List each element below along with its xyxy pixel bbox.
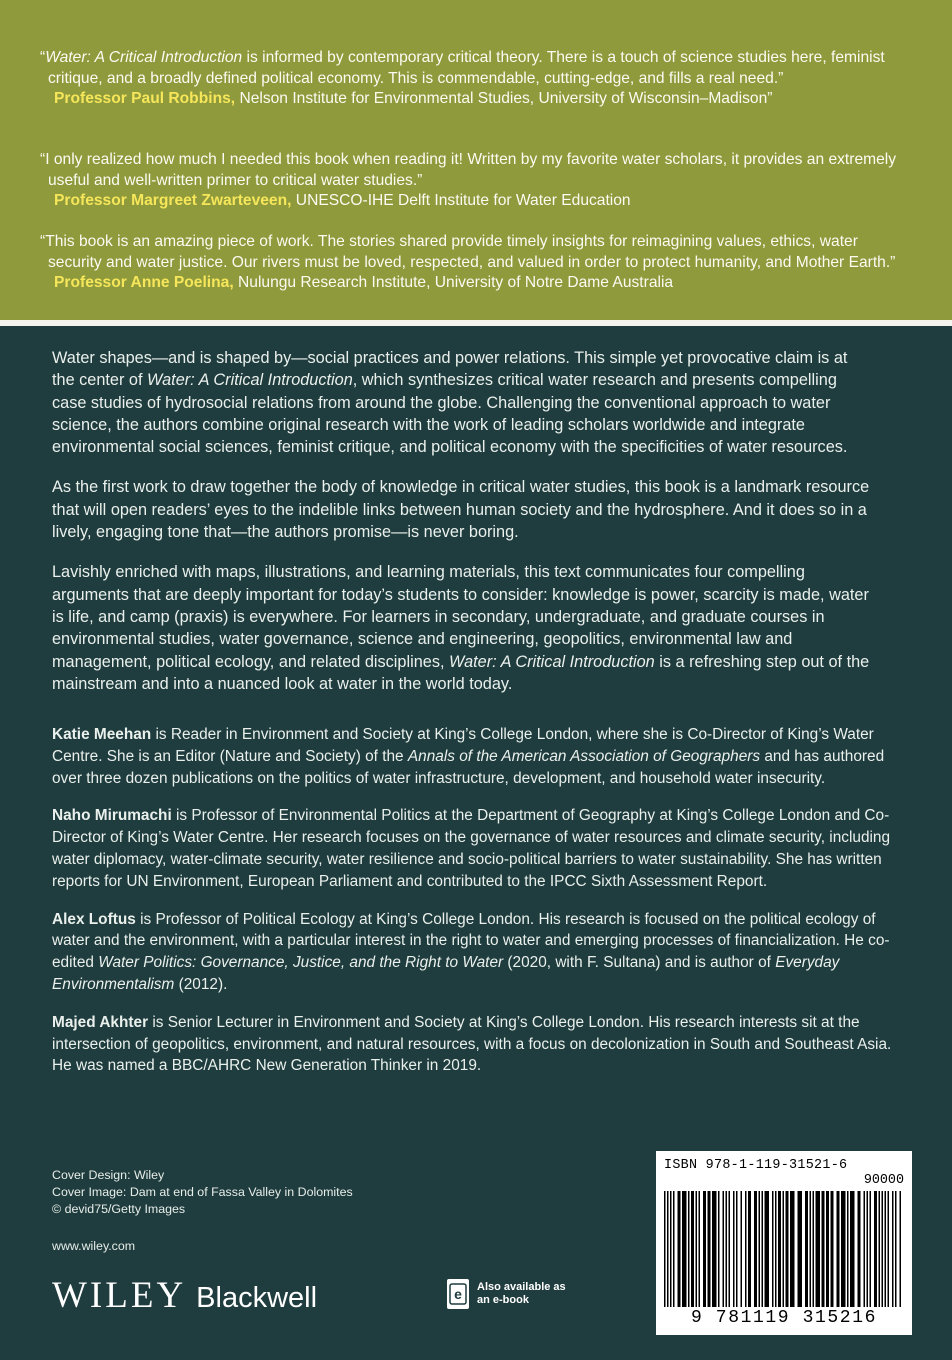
- barcode-bar: [888, 1191, 890, 1307]
- barcode-bar: [682, 1191, 687, 1307]
- praise-quote: [40, 150, 900, 212]
- barcode-bar: [708, 1191, 711, 1307]
- ebook-glyph: [449, 1283, 467, 1305]
- author-bios: [52, 724, 892, 1093]
- barcode-bar: [759, 1191, 761, 1307]
- barcode-bar: [816, 1191, 821, 1307]
- website-link[interactable]: www.wiley.com: [52, 1239, 136, 1253]
- barcode-bar: [688, 1191, 690, 1307]
- description-paragraph: Water shapes—and is shaped by—social practices and power relations. This simple yet provocative claim is at the center of Water: A Critical Introduction, which synthesizes critical water research and presents compelling case studies of hydrosocial relations from around the globe. Challenging the conventional approach to water science, the authors combine original research with the work of leading scholars worldwide and integrate environmental social sciences, feminist critique, and political economy with the specificities of water resources.: [52, 349, 848, 457]
- barcode-bar: [691, 1191, 694, 1307]
- barcode: [664, 1191, 904, 1307]
- barcode-bar: [870, 1191, 872, 1307]
- barcode-bar: [667, 1191, 669, 1307]
- cover-image-credit: Cover Image: Dam at end of Fassa Valley in Dolomites: [52, 1185, 353, 1199]
- barcode-bar: [726, 1191, 728, 1307]
- reviewer-affiliation: Nulungu Research Institute, University of Notre Dame Australia: [233, 274, 674, 291]
- barcode-bar: [748, 1191, 751, 1307]
- barcode-bar: [874, 1191, 877, 1307]
- barcode-bar: [892, 1191, 894, 1307]
- description-paragraph: Lavishly enriched with maps, illustrations, and learning materials, this text communicates four compelling arguments that are deeply important for today’s students to consider: knowledge is power, scarcity is made, water is life, and camp (praxis) is everywhere. For learners in secondary, undergraduate, and graduate courses in environmental studies, water governance, science and engineering, geopolitics, environmental law and management, political ecology, and related disciplines, Water: A Critical Introduction is a refreshing step out of the mainstream and into a nuanced look at water in the world today.: [52, 563, 870, 693]
- praise-band: [0, 0, 952, 320]
- barcode-bar: [837, 1191, 840, 1307]
- barcode-bar: [882, 1191, 884, 1307]
- barcode-bar: [741, 1191, 743, 1307]
- barcode-bar: [762, 1191, 764, 1307]
- barcode-bar: [831, 1191, 834, 1307]
- barcode-bar: [718, 1191, 720, 1307]
- price-code: 90000: [863, 1173, 904, 1188]
- author-name: Katie Meehan: [52, 726, 152, 743]
- barcode-bar: [664, 1191, 666, 1307]
- barcode-bar: [673, 1191, 675, 1307]
- barcode-bar: [678, 1191, 681, 1307]
- praise-quote: [40, 232, 900, 294]
- barcode-bar: [879, 1191, 881, 1307]
- reviewer-name: Professor Paul Robbins,: [54, 90, 236, 107]
- barcode-bar: [696, 1191, 698, 1307]
- wiley-wordmark: WILEY: [52, 1275, 187, 1316]
- quote-text: “I only realized how much I needed this book when reading it! Written by my favorite water scholars, it provides an extremely useful and well-written primer to critical water studies.”: [40, 151, 897, 189]
- barcode-bar: [864, 1191, 866, 1307]
- reviewer-affiliation: UNESCO-IHE Delft Institute for Water Education: [291, 192, 631, 209]
- barcode-bar: [813, 1191, 815, 1307]
- isbn-label: ISBN 978-1-119-31521-6: [664, 1158, 848, 1173]
- barcode-bar: [810, 1191, 812, 1307]
- quote-attribution: [40, 191, 900, 212]
- reviewer-affiliation: Nelson Institute for Environmental Studies, University of Wisconsin–Madison”: [235, 90, 773, 107]
- barcode-bar: [841, 1191, 846, 1307]
- copyright-credit: © devid75/Getty Images: [52, 1202, 186, 1216]
- barcode-bar: [729, 1191, 731, 1307]
- barcode-bar: [790, 1191, 795, 1307]
- description-paragraph: As the first work to draw together the body of knowledge in critical water studies, this book is a landmark resource that will open readers’ eyes to the indelible links between human society and the hydrosphere. And it does so in a lively, engaging tone that—the authors promise—is never boring.: [52, 478, 870, 542]
- svg-text:e: e: [454, 1286, 462, 1302]
- barcode-bar: [786, 1191, 789, 1307]
- book-description: [52, 347, 872, 713]
- barcode-bar: [778, 1191, 781, 1307]
- barcode-bar: [754, 1191, 757, 1307]
- author-bio: Naho Mirumachi is Professor of Environmental Politics at the Department of Geography at King’s College London and Co-Director of King’s Water Centre. Her research focuses on the governance of water resources and climate security, including water diplomacy, water-climate security, water resilience and socio-political barriers to water sustainability. She has written reports for UN Environment, European Parliament and contributed to the IPCC Sixth Assessment Report.: [52, 807, 891, 890]
- barcode-bar: [895, 1191, 897, 1307]
- author-bio: Alex Loftus is Professor of Political Ecology at King’s College London. His research is focused on the political ecology of water and the environment, with a particular interest in the right to water and emerging processes of financialization. He co-edited Water Politics: Governance, Justice, and the Right to Water (2020, with F. Sultana) and is author of Everyday Environmentalism (2012).: [52, 910, 890, 993]
- barcode-bar: [736, 1191, 738, 1307]
- barcode-bar: [900, 1191, 902, 1307]
- barcode-bar: [858, 1191, 861, 1307]
- barcode-bar: [885, 1191, 887, 1307]
- barcode-bar: [772, 1191, 774, 1307]
- author-bio: Katie Meehan is Reader in Environment and Society at King’s College London, where she is Co-Director of King’s Water Centre. She is an Editor (Nature and Society) of the Annals of the American Association of Geographers and has authored over three dozen publications on the politics of water infrastructure, development, and household water insecurity.: [52, 726, 885, 787]
- reviewer-name: Professor Anne Poelina,: [54, 274, 234, 291]
- barcode-bar: [712, 1191, 717, 1307]
- ebook-icon: [447, 1279, 469, 1309]
- barcode-bar: [733, 1191, 735, 1307]
- publisher-logo: [52, 1274, 317, 1318]
- author-name: Majed Akhter: [52, 1013, 149, 1031]
- quote-text: “This book is an amazing piece of work. The stories shared provide timely insights for reimagining values, ethics, water security and water justice. Our rivers must be loved, respected, and valued in order to protect humanity, and Mother Earth.”: [40, 233, 896, 271]
- barcode-bar: [723, 1191, 725, 1307]
- quote-attribution: [40, 273, 900, 294]
- barcode-bar: [798, 1191, 803, 1307]
- author-name: Alex Loftus: [52, 910, 136, 928]
- quote-attribution: [40, 89, 900, 110]
- barcode-bar: [826, 1191, 829, 1307]
- cover-credits: [52, 1167, 472, 1218]
- cover-design-credit: Cover Design: Wiley: [52, 1168, 165, 1182]
- barcode-digits: 9 781119 315216: [690, 1308, 878, 1328]
- barcode-bar: [699, 1191, 701, 1307]
- barcode-bar: [822, 1191, 825, 1307]
- quote-text: “Water: A Critical Introduction is informed by contemporary critical theory. There is a touch of science studies here, feminist critique, and a broadly defined political economy. This is commendable, cutting-edge, and fills a real need.”: [40, 49, 885, 87]
- barcode-bar: [805, 1191, 808, 1307]
- divider: [0, 320, 952, 326]
- ebook-notice: [447, 1279, 567, 1309]
- author-name: Naho Mirumachi: [52, 807, 172, 825]
- barcode-bar: [850, 1191, 855, 1307]
- author-bio: Majed Akhter is Senior Lecturer in Environment and Society at King’s College London. His research interests sit at the intersection of geopolitics, environment, and natural resources, with a focus on decolonization in South and Southeast Asia. He was named a BBC/AHRC New Generation Thinker in 2019.: [52, 1013, 892, 1075]
- ebook-text: Also available as an e-book: [477, 1281, 566, 1306]
- barcode-bar: [703, 1191, 706, 1307]
- barcode-bar: [867, 1191, 869, 1307]
- blackwell-wordmark: Blackwell: [196, 1282, 318, 1314]
- barcode-bar: [765, 1191, 770, 1307]
- barcode-bar: [775, 1191, 777, 1307]
- praise-quote: [40, 48, 900, 110]
- barcode-bar: [783, 1191, 785, 1307]
- barcode-bar: [670, 1191, 672, 1307]
- barcode-bar: [745, 1191, 747, 1307]
- reviewer-name: Professor Margreet Zwarteveen,: [54, 192, 292, 209]
- barcode-bar: [847, 1191, 849, 1307]
- barcode-panel: [656, 1151, 912, 1335]
